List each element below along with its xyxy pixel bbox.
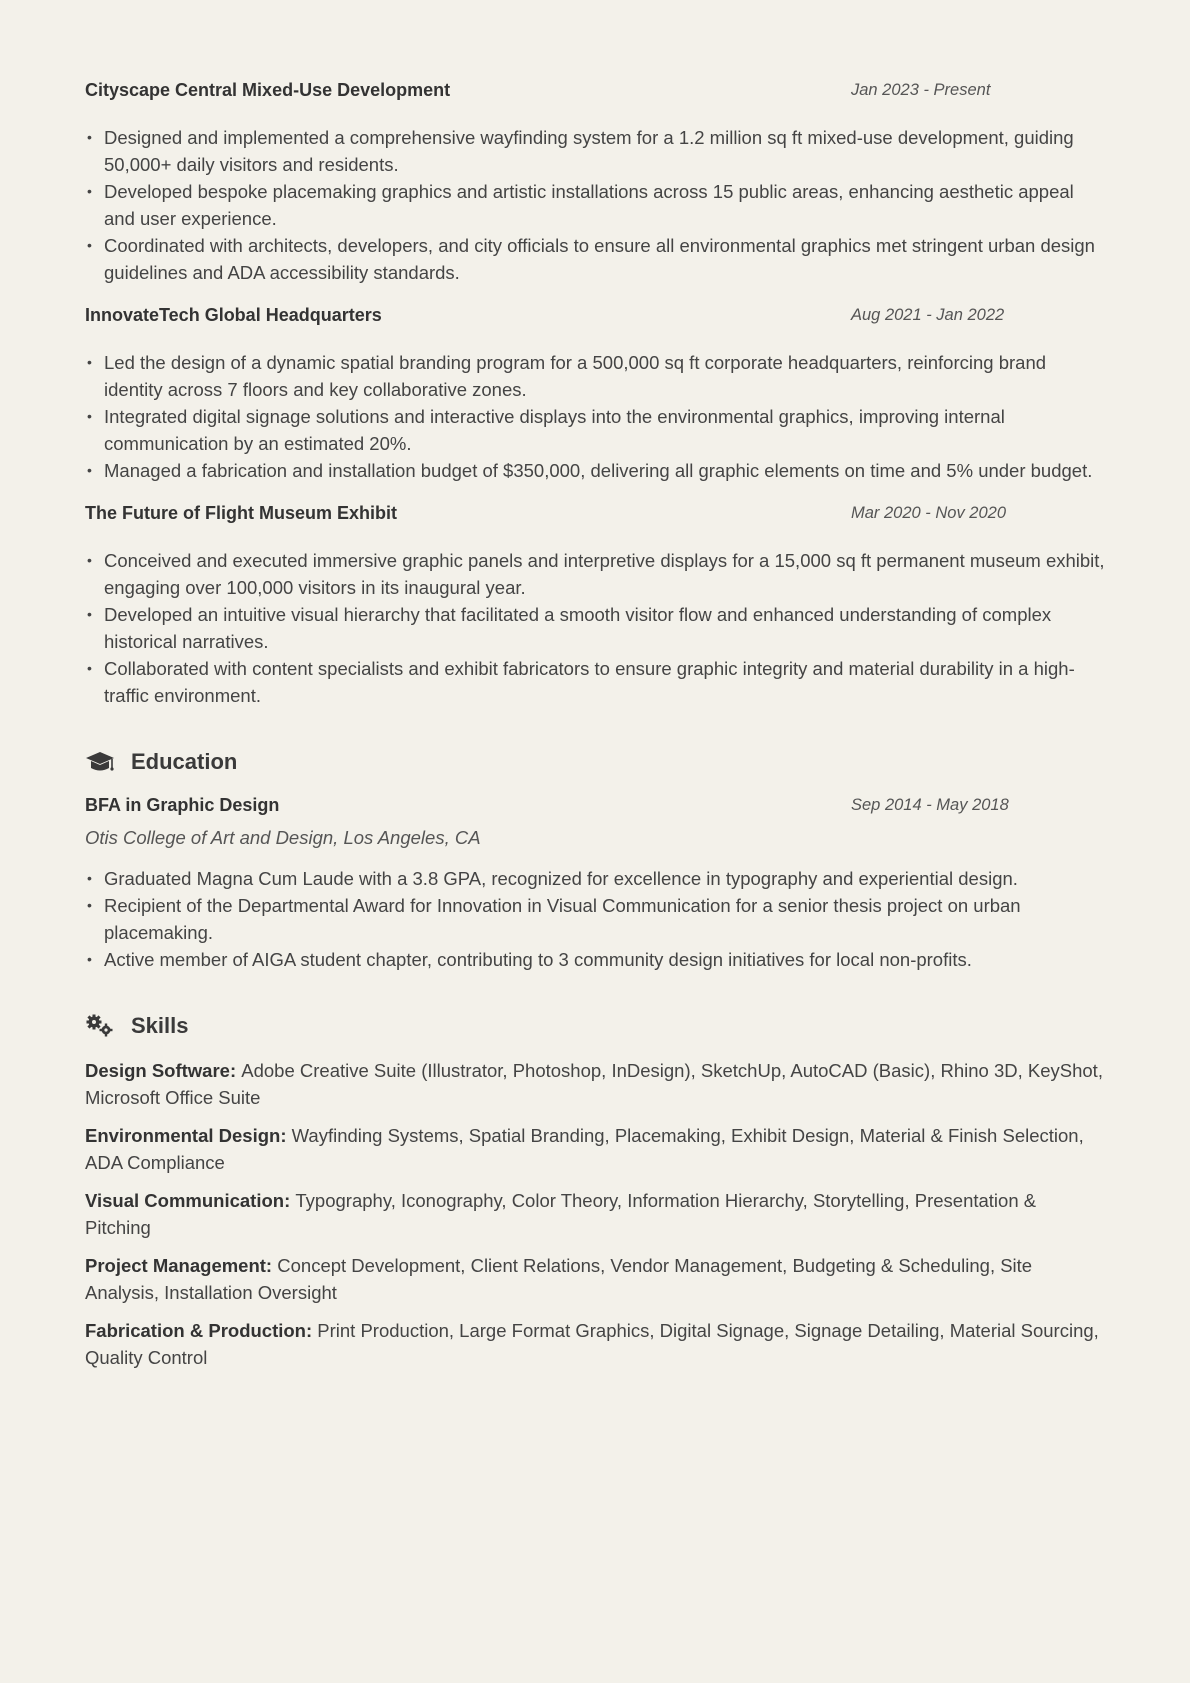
skill-row xyxy=(85,1252,1107,1306)
bullet-item: • Collaborated with content specialists and exhibit fabricators to ensure graphic integrity and material durability in a high-traffic environment. xyxy=(85,655,1107,709)
project-entry xyxy=(85,303,1107,484)
skill-label: Environmental Design: xyxy=(85,1125,292,1146)
project-title: The Future of Flight Museum Exhibit xyxy=(85,503,397,523)
graduation-cap-icon xyxy=(85,749,115,775)
education-date: Sep 2014 - May 2018 xyxy=(851,796,1009,814)
project-date: Jan 2023 - Present xyxy=(851,81,991,99)
skill-row xyxy=(85,1187,1107,1241)
skill-label: Visual Communication: xyxy=(85,1190,296,1211)
education-entry xyxy=(85,793,1107,973)
project-header xyxy=(85,78,1107,108)
project-bullets xyxy=(85,349,1107,484)
skills-list xyxy=(85,1057,1107,1371)
section-title: Skills xyxy=(131,1013,189,1038)
skill-value: Adobe Creative Suite (Illustrator, Photoshop, InDesign), SketchUp, AutoCAD (Basic), Rhino 3D, KeyShot, Microsoft Office Suite xyxy=(85,1060,1103,1108)
project-bullets xyxy=(85,124,1107,286)
bullet-item: • Recipient of the Departmental Award for Innovation in Visual Communication for a senior thesis project on urban placemaking. xyxy=(85,892,1107,946)
bullet-item: • Developed bespoke placemaking graphics and artistic installations across 15 public areas, enhancing aesthetic appeal and user experience. xyxy=(85,178,1107,232)
education-section-header xyxy=(85,745,1107,779)
section-title: Education xyxy=(131,749,238,774)
skill-value: Typography, Iconography, Color Theory, Information Hierarchy, Storytelling, Presentation & Pitching xyxy=(85,1190,1037,1238)
gears-icon xyxy=(85,1013,115,1039)
skill-value: Print Production, Large Format Graphics, Digital Signage, Signage Detailing, Material Sourcing, Quality Control xyxy=(85,1320,1099,1368)
skill-value: Concept Development, Client Relations, Vendor Management, Budgeting & Scheduling, Site Analysis, Installation Oversight xyxy=(85,1255,1033,1303)
skill-row xyxy=(85,1317,1107,1371)
education-header xyxy=(85,793,1107,823)
bullet-item: • Led the design of a dynamic spatial branding program for a 500,000 sq ft corporate headquarters, reinforcing brand identity across 7 floors and key collaborative zones. xyxy=(85,349,1107,403)
bullet-item: • Integrated digital signage solutions and interactive displays into the environmental graphics, improving internal communication by an estimated 20%. xyxy=(85,403,1107,457)
project-title: InnovateTech Global Headquarters xyxy=(85,305,382,325)
skill-row xyxy=(85,1057,1107,1111)
project-bullets xyxy=(85,547,1107,709)
bullet-item: • Graduated Magna Cum Laude with a 3.8 GPA, recognized for excellence in typography and experiential design. xyxy=(85,865,1107,892)
skill-label: Project Management: xyxy=(85,1255,278,1276)
skill-label: Fabrication & Production: xyxy=(85,1320,318,1341)
education-bullets xyxy=(85,865,1107,973)
bullet-item: • Managed a fabrication and installation budget of $350,000, delivering all graphic elements on time and 5% under budget. xyxy=(85,457,1107,484)
bullet-item: • Developed an intuitive visual hierarchy that facilitated a smooth visitor flow and enhanced understanding of complex historical narratives. xyxy=(85,601,1107,655)
bullet-item: • Coordinated with architects, developers, and city officials to ensure all environmental graphics met stringent urban design guidelines and ADA accessibility standards. xyxy=(85,232,1107,286)
skill-value: Wayfinding Systems, Spatial Branding, Placemaking, Exhibit Design, Material & Finish Selection, ADA Compliance xyxy=(85,1125,1084,1173)
bullet-item: • Designed and implemented a comprehensive wayfinding system for a 1.2 million sq ft mixed-use development, guiding 50,000+ daily visitors and residents. xyxy=(85,124,1107,178)
skill-row xyxy=(85,1122,1107,1176)
project-entry xyxy=(85,78,1107,286)
resume-page xyxy=(85,78,1107,1382)
bullet-item: • Conceived and executed immersive graphic panels and interpretive displays for a 15,000 sq ft permanent museum exhibit, engaging over 100,000 visitors in its inaugural year. xyxy=(85,547,1107,601)
skill-label: Design Software: xyxy=(85,1060,242,1081)
project-date: Mar 2020 - Nov 2020 xyxy=(851,504,1007,522)
project-entry xyxy=(85,501,1107,709)
project-header xyxy=(85,501,1107,531)
school-name: Otis College of Art and Design, Los Angeles, CA xyxy=(85,827,481,848)
project-header xyxy=(85,303,1107,333)
project-title: Cityscape Central Mixed-Use Development xyxy=(85,80,451,100)
project-date: Aug 2021 - Jan 2022 xyxy=(851,306,1005,324)
bullet-item: • Active member of AIGA student chapter, contributing to 3 community design initiatives for local non-profits. xyxy=(85,946,1107,973)
degree-title: BFA in Graphic Design xyxy=(85,795,280,815)
skills-section-header xyxy=(85,1009,1107,1043)
